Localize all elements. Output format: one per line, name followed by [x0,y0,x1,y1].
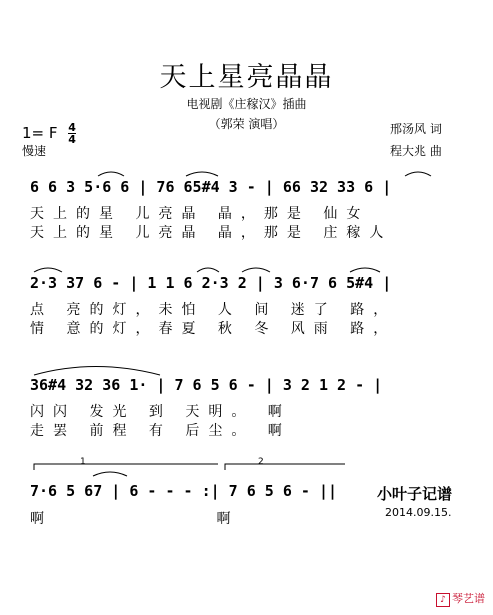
key-label: 1= F [22,124,58,142]
tempo-marking: 慢速 [22,144,47,158]
transcription-date: 2014.09.15. [385,506,452,519]
singer-credit: （郭荣 演唱） [208,117,285,131]
lyrics-row-1-verse-1: 天上的星 儿亮晶 晶，那是 仙女 [30,206,370,222]
music-note-icon: ♪ [436,593,450,607]
site-logo-label: 琴艺谱 [452,592,485,605]
notation-row-3: 36#4 32 36 1· | 7 6 5 6 - | 3 2 1 2 - | [30,376,383,394]
time-sig-top: 4 [68,121,76,134]
subtitle: 电视剧《庄稼汉》插曲 [186,97,307,111]
lyrics-row-2-verse-1: 点 亮的灯，未怕 人 间 迷了 路， [30,302,397,318]
transcriber-signature: 小叶子记谱 [377,485,453,503]
time-sig-bottom: 4 [68,133,76,146]
notation-row-1: 6 6 3 5·6 6 | 76 65#4 3 - | 66 32 33 6 | [30,178,392,196]
site-logo[interactable] [436,590,485,607]
volta-2-number: 2 [258,457,264,467]
composer-credit: 程大兆 曲 [390,144,442,158]
notation-row-4: 7·6 5 67 | 6 - - - :| 7 6 5 6 - || [30,482,338,500]
lyrics-row-4-verse-1: 啊 啊 [30,511,240,527]
lyricist-credit: 邢汤风 词 [390,122,442,136]
lyrics-row-1-verse-2: 天上的星 儿亮晶 晶，那是 庄稼人 [30,225,393,241]
volta-1-number: 1 [80,457,86,467]
page-title: 天上星亮晶晶 [159,62,334,93]
lyrics-row-2-verse-2: 情 意的灯，春夏 秋 冬 风雨 路， [30,321,397,337]
notation-row-2: 2·3 37 6 - | 1 1 6 2·3 2 | 3 6·7 6 5#4 | [30,274,392,292]
lyrics-row-3-verse-2: 走罢 前程 有 后尘。 啊 [30,423,291,439]
lyrics-row-3-verse-1: 闪闪 发光 到 天明。 啊 [30,404,291,420]
